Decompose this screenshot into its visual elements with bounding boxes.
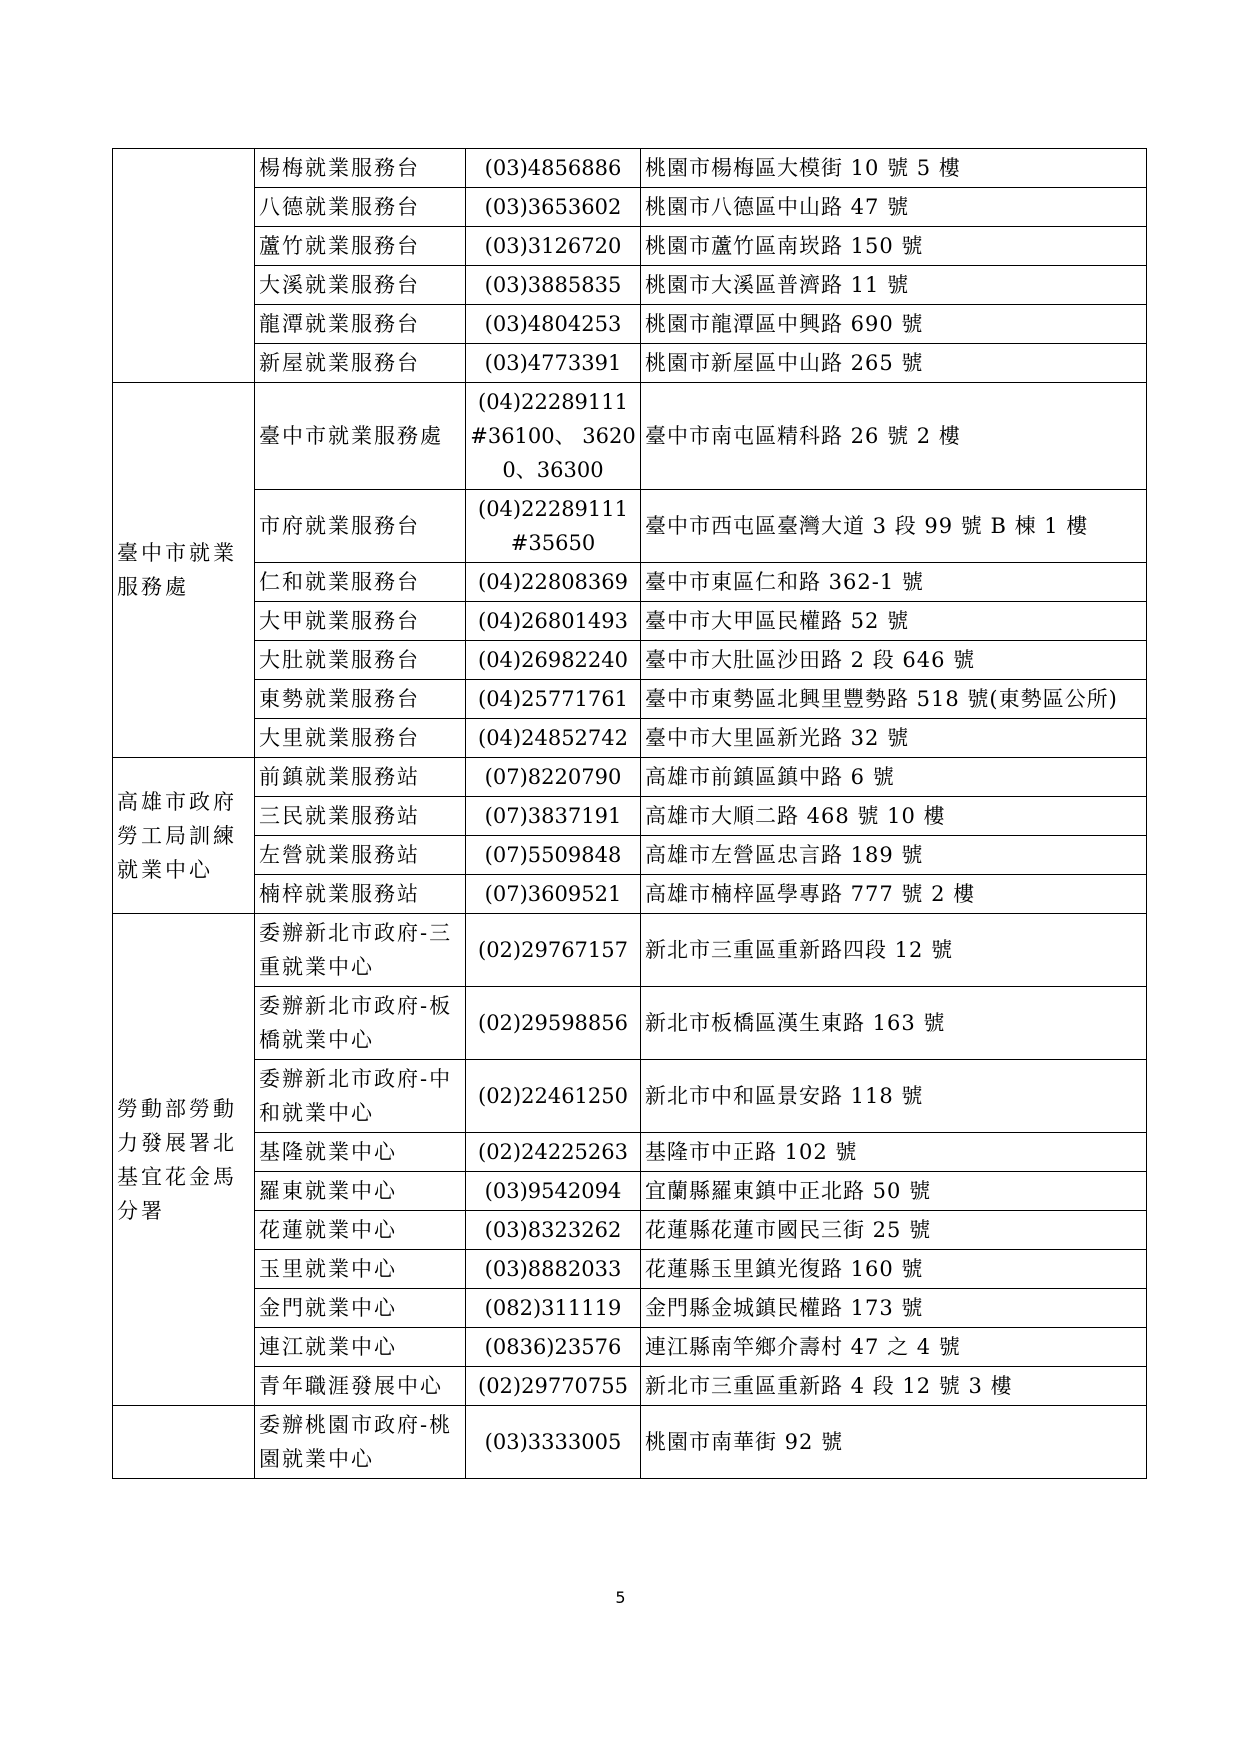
office-name: 委辦新北市政府-板橋就業中心 <box>255 987 466 1060</box>
office-name: 八德就業服務台 <box>255 188 466 227</box>
office-phone: (07)3837191 <box>466 797 641 836</box>
office-name: 委辦新北市政府-三重就業中心 <box>255 914 466 987</box>
office-address: 桃園市南華街 92 號 <box>641 1406 1147 1479</box>
office-phone: (04)22289111 #35650 <box>466 490 641 563</box>
table-row <box>113 758 1147 797</box>
table-row <box>113 1328 1147 1367</box>
office-phone: (03)8323262 <box>466 1211 641 1250</box>
office-address: 桃園市楊梅區大模街 10 號 5 樓 <box>641 149 1147 188</box>
office-address: 宜蘭縣羅東鎮中正北路 50 號 <box>641 1172 1147 1211</box>
office-address: 臺中市大甲區民權路 52 號 <box>641 602 1147 641</box>
table-row <box>113 563 1147 602</box>
table-row <box>113 641 1147 680</box>
office-address: 臺中市東區仁和路 362-1 號 <box>641 563 1147 602</box>
table-row <box>113 914 1147 987</box>
office-name: 大甲就業服務台 <box>255 602 466 641</box>
table-row <box>113 1060 1147 1133</box>
office-name: 大里就業服務台 <box>255 719 466 758</box>
office-address: 高雄市楠梓區學專路 777 號 2 樓 <box>641 875 1147 914</box>
office-phone: (07)8220790 <box>466 758 641 797</box>
office-name: 羅東就業中心 <box>255 1172 466 1211</box>
group-cell <box>113 149 255 383</box>
office-phone: (02)22461250 <box>466 1060 641 1133</box>
table-row <box>113 266 1147 305</box>
office-name: 前鎮就業服務站 <box>255 758 466 797</box>
office-name: 市府就業服務台 <box>255 490 466 563</box>
table-row <box>113 1172 1147 1211</box>
group-cell: 高雄市政府勞工局訓練就業中心 <box>113 758 255 914</box>
office-name: 委辦桃園市政府-桃園就業中心 <box>255 1406 466 1479</box>
group-cell <box>113 1406 255 1479</box>
office-phone: (04)25771761 <box>466 680 641 719</box>
office-phone: (03)3126720 <box>466 227 641 266</box>
office-address: 基隆市中正路 102 號 <box>641 1133 1147 1172</box>
group-cell: 臺中市就業服務處 <box>113 383 255 758</box>
office-name: 臺中市就業服務處 <box>255 383 466 490</box>
office-address: 高雄市大順二路 468 號 10 樓 <box>641 797 1147 836</box>
office-address: 新北市板橋區漢生東路 163 號 <box>641 987 1147 1060</box>
office-address: 桃園市蘆竹區南崁路 150 號 <box>641 227 1147 266</box>
table-row <box>113 836 1147 875</box>
office-name: 金門就業中心 <box>255 1289 466 1328</box>
office-name: 楠梓就業服務站 <box>255 875 466 914</box>
table-row <box>113 305 1147 344</box>
office-name: 左營就業服務站 <box>255 836 466 875</box>
office-name: 三民就業服務站 <box>255 797 466 836</box>
table-row <box>113 188 1147 227</box>
office-name: 玉里就業中心 <box>255 1250 466 1289</box>
table-row <box>113 680 1147 719</box>
office-address: 桃園市八德區中山路 47 號 <box>641 188 1147 227</box>
table-row <box>113 987 1147 1060</box>
table-row <box>113 149 1147 188</box>
office-address: 高雄市前鎮區鎮中路 6 號 <box>641 758 1147 797</box>
table-row <box>113 1250 1147 1289</box>
office-name: 委辦新北市政府-中和就業中心 <box>255 1060 466 1133</box>
office-name: 花蓮就業中心 <box>255 1211 466 1250</box>
table-row <box>113 1367 1147 1406</box>
office-address: 新北市中和區景安路 118 號 <box>641 1060 1147 1133</box>
table-row <box>113 490 1147 563</box>
office-phone: (03)3653602 <box>466 188 641 227</box>
office-name: 連江就業中心 <box>255 1328 466 1367</box>
office-phone: (082)311119 <box>466 1289 641 1328</box>
office-address: 臺中市大肚區沙田路 2 段 646 號 <box>641 641 1147 680</box>
office-address: 新北市三重區重新路四段 12 號 <box>641 914 1147 987</box>
table-row <box>113 1211 1147 1250</box>
table-row <box>113 1133 1147 1172</box>
office-name: 仁和就業服務台 <box>255 563 466 602</box>
group-cell: 勞動部勞動力發展署北基宜花金馬分署 <box>113 914 255 1406</box>
office-name: 龍潭就業服務台 <box>255 305 466 344</box>
office-address: 連江縣南竿鄉介壽村 47 之 4 號 <box>641 1328 1147 1367</box>
table-row <box>113 227 1147 266</box>
office-phone: (02)29770755 <box>466 1367 641 1406</box>
office-address: 桃園市龍潭區中興路 690 號 <box>641 305 1147 344</box>
office-name: 楊梅就業服務台 <box>255 149 466 188</box>
office-phone: (04)22808369 <box>466 563 641 602</box>
office-name: 蘆竹就業服務台 <box>255 227 466 266</box>
table-row <box>113 797 1147 836</box>
table-row <box>113 383 1147 490</box>
office-address: 桃園市新屋區中山路 265 號 <box>641 344 1147 383</box>
office-address: 花蓮縣花蓮市國民三街 25 號 <box>641 1211 1147 1250</box>
office-phone: (02)29767157 <box>466 914 641 987</box>
table-row <box>113 719 1147 758</box>
office-phone: (03)8882033 <box>466 1250 641 1289</box>
office-name: 大肚就業服務台 <box>255 641 466 680</box>
office-address: 桃園市大溪區普濟路 11 號 <box>641 266 1147 305</box>
table-row <box>113 1406 1147 1479</box>
office-address: 臺中市東勢區北興里豐勢路 518 號(東勢區公所) <box>641 680 1147 719</box>
table-row <box>113 344 1147 383</box>
office-address: 高雄市左營區忠言路 189 號 <box>641 836 1147 875</box>
table-row <box>113 602 1147 641</box>
office-address: 新北市三重區重新路 4 段 12 號 3 樓 <box>641 1367 1147 1406</box>
office-address: 臺中市西屯區臺灣大道 3 段 99 號 B 棟 1 樓 <box>641 490 1147 563</box>
office-phone: (03)4856886 <box>466 149 641 188</box>
table-row <box>113 1289 1147 1328</box>
office-phone: (03)3885835 <box>466 266 641 305</box>
page-number: 5 <box>615 1588 626 1607</box>
office-name: 新屋就業服務台 <box>255 344 466 383</box>
office-name: 青年職涯發展中心 <box>255 1367 466 1406</box>
office-phone: (04)22289111 #36100、 36200、36300 <box>466 383 641 490</box>
office-address: 花蓮縣玉里鎮光復路 160 號 <box>641 1250 1147 1289</box>
office-name: 大溪就業服務台 <box>255 266 466 305</box>
service-centers-table <box>112 148 1147 1479</box>
table-row <box>113 875 1147 914</box>
office-phone: (02)24225263 <box>466 1133 641 1172</box>
office-phone: (04)24852742 <box>466 719 641 758</box>
office-phone: (07)5509848 <box>466 836 641 875</box>
office-name: 基隆就業中心 <box>255 1133 466 1172</box>
office-phone: (03)9542094 <box>466 1172 641 1211</box>
office-phone: (02)29598856 <box>466 987 641 1060</box>
office-phone: (04)26801493 <box>466 602 641 641</box>
office-phone: (07)3609521 <box>466 875 641 914</box>
office-phone: (04)26982240 <box>466 641 641 680</box>
office-address: 臺中市南屯區精科路 26 號 2 樓 <box>641 383 1147 490</box>
office-phone: (03)4804253 <box>466 305 641 344</box>
office-name: 東勢就業服務台 <box>255 680 466 719</box>
office-phone: (03)4773391 <box>466 344 641 383</box>
office-address: 金門縣金城鎮民權路 173 號 <box>641 1289 1147 1328</box>
office-address: 臺中市大里區新光路 32 號 <box>641 719 1147 758</box>
office-phone: (03)3333005 <box>466 1406 641 1479</box>
office-phone: (0836)23576 <box>466 1328 641 1367</box>
